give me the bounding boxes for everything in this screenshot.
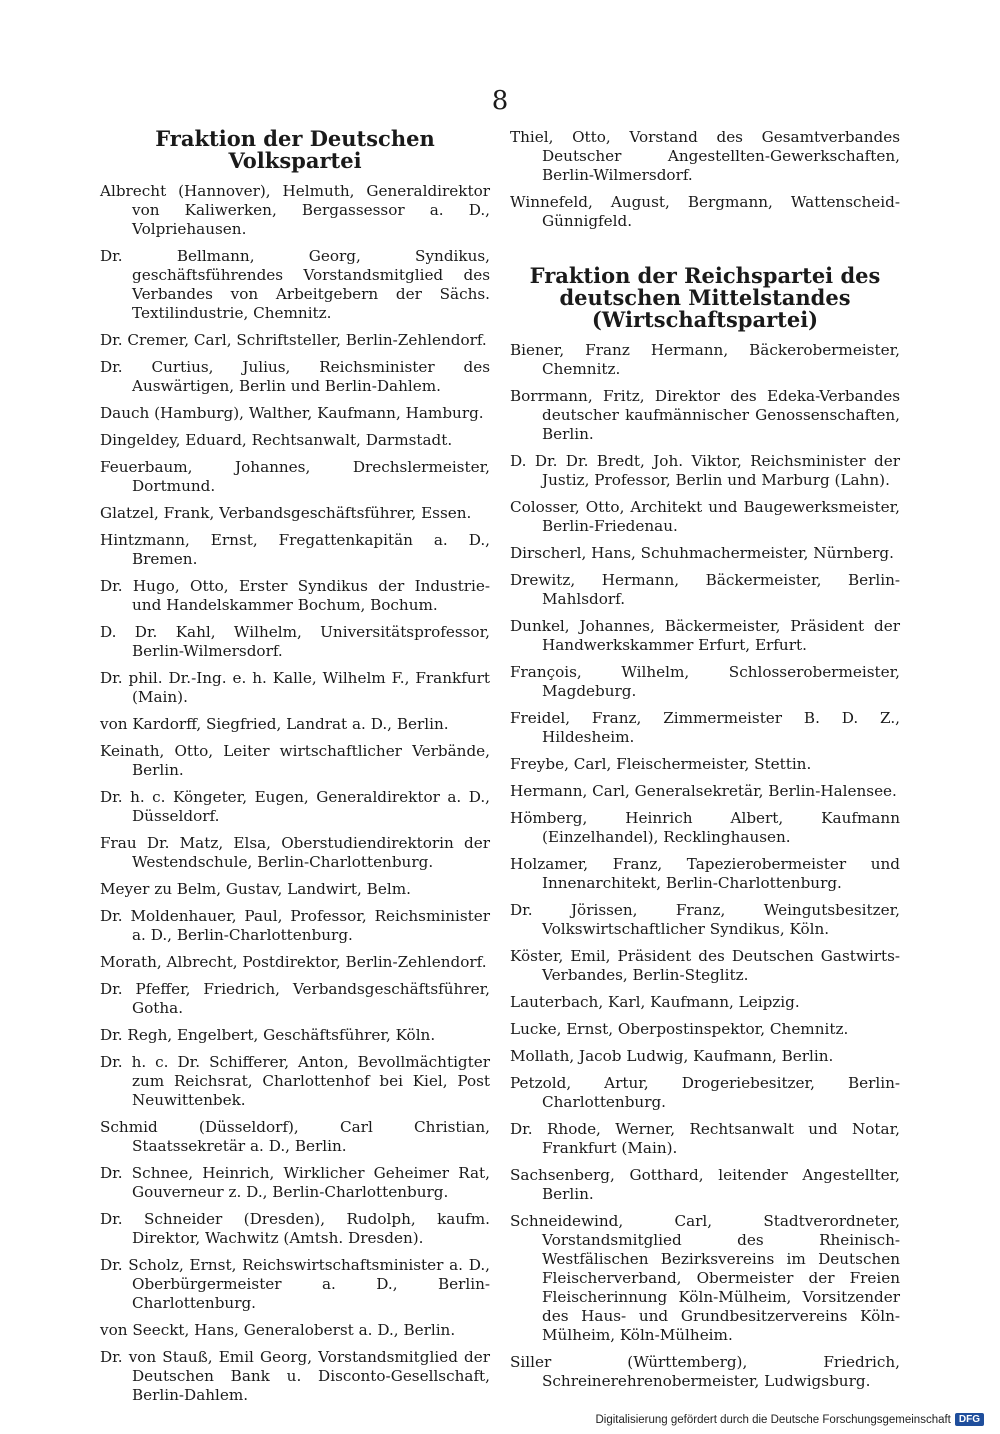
list-item: Dr. Schnee, Heinrich, Wirklicher Geheimer Rat, Gouverneur z. D., Berlin-Charlottenburg. [100,1164,490,1201]
left-column [100,128,490,1413]
list-item: Borrmann, Fritz, Direktor des Edeka-Verbandes deutscher kaufmännischer Genossenschaften, Berlin. [510,387,900,443]
list-item: Dr. Bellmann, Georg, Syndikus, geschäftsführendes Vorstandsmitglied des Verbandes von Arbeitgebern der Sächs. Textilindustrie, Chemnitz. [100,247,490,322]
list-item: Holzamer, Franz, Tapezierobermeister und Innenarchitekt, Berlin-Charlottenburg. [510,855,900,892]
member-list-continued [510,128,900,231]
list-item: Dr. Pfeffer, Friedrich, Verbandsgeschäftsführer, Gotha. [100,980,490,1017]
section-heading-volkspartei: Fraktion der Deutschen Volkspartei [155,126,435,173]
list-item: Mollath, Jacob Ludwig, Kaufmann, Berlin. [510,1047,834,1065]
list-item: Drewitz, Hermann, Bäckermeister, Berlin-Mahlsdorf. [510,571,900,608]
list-item: Keinath, Otto, Leiter wirtschaftlicher Verbände, Berlin. [100,742,490,779]
list-item: Winnefeld, August, Bergmann, Wattenscheid-Günnigfeld. [510,193,900,230]
section-wirtschaftspartei [510,265,900,1391]
footer [595,1413,984,1426]
list-item: D. Dr. Kahl, Wilhelm, Universitätsprofessor, Berlin-Wilmersdorf. [100,623,490,660]
list-item: Thiel, Otto, Vorstand des Gesamtverbandes Deutscher Angestellten-Gewerkschaften, Berlin-Wilmersdorf. [510,128,900,184]
list-item: Dr. Jörissen, Franz, Weingutsbesitzer, Volkswirtschaftlicher Syndikus, Köln. [510,901,900,938]
list-item: Meyer zu Belm, Gustav, Landwirt, Belm. [100,880,411,898]
list-item: Dr. Hugo, Otto, Erster Syndikus der Industrie- und Handelskammer Bochum, Bochum. [100,577,490,614]
list-item: Hermann, Carl, Generalsekretär, Berlin-Halensee. [510,782,897,800]
list-item: Morath, Albrecht, Postdirektor, Berlin-Zehlendorf. [100,953,487,971]
list-item: Dr. phil. Dr.-Ing. e. h. Kalle, Wilhelm F., Frankfurt (Main). [100,669,490,706]
list-item: Hintzmann, Ernst, Fregattenkapitän a. D., Bremen. [100,531,490,568]
list-item: Lucke, Ernst, Oberpostinspektor, Chemnitz. [510,1020,849,1038]
list-item: Frau Dr. Matz, Elsa, Oberstudiendirektorin der Westendschule, Berlin-Charlottenburg. [100,834,490,871]
list-item: Schmid (Düsseldorf), Carl Christian, Staatssekretär a. D., Berlin. [100,1118,490,1155]
list-item: Dr. Regh, Engelbert, Geschäftsführer, Köln. [100,1026,436,1044]
list-item: Feuerbaum, Johannes, Drechslermeister, Dortmund. [100,458,490,495]
right-column [510,128,900,1399]
list-item: Colosser, Otto, Architekt und Baugewerksmeister, Berlin-Friedenau. [510,498,900,535]
list-item: François, Wilhelm, Schlosserobermeister, Magdeburg. [510,663,900,700]
member-list-wirtschaftspartei [510,341,900,1391]
list-item: Dr. Rhode, Werner, Rechtsanwalt und Notar, Frankfurt (Main). [510,1120,900,1157]
list-item: Dr. Schneider (Dresden), Rudolph, kaufm. Direktor, Wachwitz (Amtsh. Dresden). [100,1210,490,1247]
list-item: Dr. h. c. Dr. Schifferer, Anton, Bevollmächtigter zum Reichsrat, Charlottenhof bei Kiel, Post Neuwittenbek. [100,1053,490,1109]
list-item: Petzold, Artur, Drogeriebesitzer, Berlin-Charlottenburg. [510,1074,900,1111]
list-item: D. Dr. Dr. Bredt, Joh. Viktor, Reichsminister der Justiz, Professor, Berlin und Marburg (Lahn). [510,452,900,489]
list-item: Dirscherl, Hans, Schuhmachermeister, Nürnberg. [510,544,894,562]
list-item: Glatzel, Frank, Verbandsgeschäftsführer, Essen. [100,504,472,522]
list-item: Dr. h. c. Köngeter, Eugen, Generaldirektor a. D., Düsseldorf. [100,788,490,825]
list-item: Dr. von Stauß, Emil Georg, Vorstandsmitglied der Deutschen Bank u. Disconto-Gesellschaft, Berlin-Dahlem. [100,1348,490,1404]
list-item: Hömberg, Heinrich Albert, Kaufmann (Einzelhandel), Recklinghausen. [510,809,900,846]
list-item: Dauch (Hamburg), Walther, Kaufmann, Hamburg. [100,404,484,422]
list-item: Köster, Emil, Präsident des Deutschen Gastwirts-Verbandes, Berlin-Steglitz. [510,947,900,984]
list-item: von Seeckt, Hans, Generaloberst a. D., Berlin. [100,1321,456,1339]
list-item: Freybe, Carl, Fleischermeister, Stettin. [510,755,812,773]
section-heading-wirtschaftspartei: Fraktion der Reichspartei des deutschen Mittelstandes (Wirtschaftspartei) [529,263,881,332]
member-list-volkspartei [100,182,490,1405]
list-item: Albrecht (Hannover), Helmuth, Generaldirektor von Kaliwerken, Bergassessor a. D., Volpriehausen. [100,182,490,238]
list-item: Dr. Cremer, Carl, Schriftsteller, Berlin-Zehlendorf. [100,331,487,349]
list-item: Schneidewind, Carl, Stadtverordneter, Vorstandsmitglied des Rheinisch-Westfälischen Bezirksvereins im Deutschen Fleischerverband, Obermeister der Freien Fleischerinnung Köln-Mülheim, Vorsitzender des Haus- und Grundbesitzervereins Köln-Mülheim, Köln-Mülheim. [510,1212,900,1344]
list-item: Dingeldey, Eduard, Rechtsanwalt, Darmstadt. [100,431,453,449]
list-item: Dr. Scholz, Ernst, Reichswirtschaftsminister a. D., Oberbürgermeister a. D., Berlin-Charlottenburg. [100,1256,490,1312]
list-item: Biener, Franz Hermann, Bäckerobermeister, Chemnitz. [510,341,900,378]
page-number: 8 [491,86,509,116]
list-item: Dr. Moldenhauer, Paul, Professor, Reichsminister a. D., Berlin-Charlottenburg. [100,907,490,944]
list-item: Dr. Curtius, Julius, Reichsminister des Auswärtigen, Berlin und Berlin-Dahlem. [100,358,490,395]
list-item: Siller (Württemberg), Friedrich, Schreinerehrenobermeister, Ludwigsburg. [510,1353,900,1390]
list-item: von Kardorff, Siegfried, Landrat a. D., Berlin. [100,715,449,733]
list-item: Dunkel, Johannes, Bäckermeister, Präsident der Handwerkskammer Erfurt, Erfurt. [510,617,900,654]
list-item: Lauterbach, Karl, Kaufmann, Leipzig. [510,993,800,1011]
dfg-logo-icon: DFG [955,1413,984,1426]
list-item: Freidel, Franz, Zimmermeister B. D. Z., Hildesheim. [510,709,900,746]
list-item: Sachsenberg, Gotthard, leitender Angestellter, Berlin. [510,1166,900,1203]
funding-note: Digitalisierung gefördert durch die Deutsche Forschungsgemeinschaft [595,1413,951,1426]
